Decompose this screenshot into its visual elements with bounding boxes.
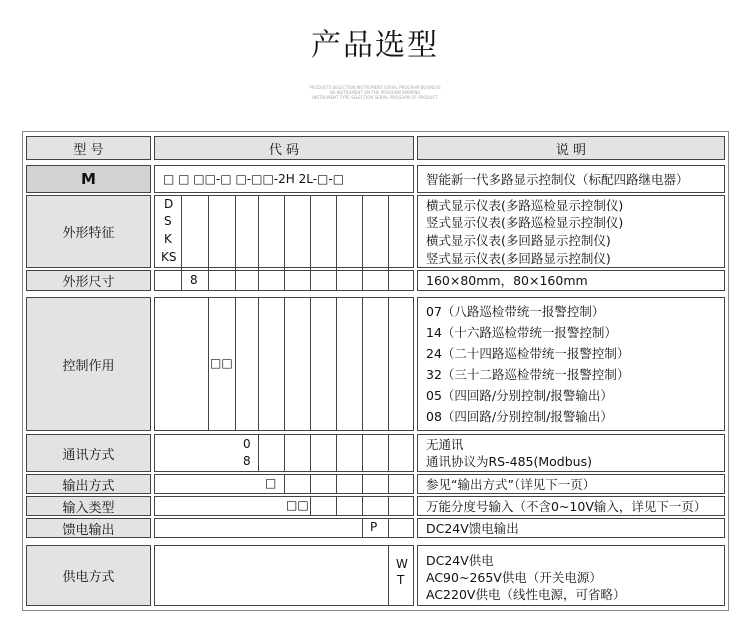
grid-line (310, 297, 311, 431)
grid-line (181, 195, 182, 291)
grid-line (336, 496, 337, 516)
shape-desc-line: 竖式显示仪表(多回路显示控制仪) (426, 251, 611, 266)
control-desc-line: 24（二十四路巡检带统一报警控制） (426, 346, 630, 361)
shape-code-s: S (164, 214, 172, 228)
page-title: 产品选型 (311, 28, 439, 63)
feed-label: 馈电输出 (26, 518, 151, 538)
grid-line (388, 434, 389, 472)
model-m-desc: 智能新一代多路显示控制仪（标配四路继电器） (426, 172, 689, 187)
grid-line (284, 195, 285, 291)
control-desc-line: 07（八路巡检带统一报警控制） (426, 304, 605, 319)
grid-line (310, 496, 311, 516)
power-desc-line: DC24V供电 (426, 553, 494, 568)
output-desc: 参见“输出方式”（详见下一页） (426, 477, 596, 492)
size-code: 8 (190, 273, 198, 287)
shape-desc-line: 横式显示仪表(多回路显示控制仪) (426, 233, 611, 248)
shape-code-d: D (164, 197, 174, 211)
power-code-w: W (396, 557, 408, 571)
comm-desc-line: 无通讯 (426, 437, 464, 452)
grid-line (284, 474, 285, 494)
power-code-cell (154, 545, 414, 606)
grid-line (235, 195, 236, 291)
grid-line (336, 434, 337, 472)
power-desc-line: AC220V供电（线性电源，可省略） (426, 587, 626, 602)
control-desc-line: 32（三十二路巡检带统一报警控制） (426, 367, 630, 382)
grid-line (310, 474, 311, 494)
header-code: 代 码 (154, 136, 414, 160)
model-m-code: □ □ □□-□ □-□□-2H 2L-□-□ (163, 172, 345, 186)
control-desc-line: 05（四回路/分别控制/报警输出） (426, 388, 613, 403)
control-desc-line: 08（四回路/分别控制/报警输出） (426, 409, 613, 424)
power-desc-line: AC90~265V供电（开关电源） (426, 570, 602, 585)
output-code: □ (265, 476, 277, 490)
header-model: 型 号 (26, 136, 151, 160)
power-label: 供电方式 (26, 545, 151, 606)
grid-line (388, 545, 389, 606)
shape-desc-cell (417, 195, 725, 268)
grid-line (336, 474, 337, 494)
input-code-cell (154, 496, 414, 516)
comm-code-0: 0 (243, 437, 251, 451)
feed-code: P (370, 520, 378, 534)
output-desc-cell (417, 474, 725, 494)
control-label: 控制作用 (26, 297, 151, 431)
size-desc-cell (417, 270, 725, 291)
grid-line (336, 297, 337, 431)
control-desc-cell (417, 297, 725, 431)
grid-line (362, 518, 363, 538)
control-code: □□ (210, 356, 233, 370)
grid-line (258, 297, 259, 431)
grid-line (208, 195, 209, 291)
model-m-label: M (26, 165, 151, 193)
control-desc-line: 14（十六路巡检带统一报警控制） (426, 325, 617, 340)
grid-line (208, 297, 209, 431)
shape-desc-line: 竖式显示仪表(多路巡检显示控制仪) (426, 215, 624, 230)
grid-line (362, 434, 363, 472)
grid-line (310, 434, 311, 472)
comm-desc-line: 通讯协议为RS-485(Modbus) (426, 454, 592, 469)
power-desc-cell (417, 545, 725, 606)
grid-line (362, 297, 363, 431)
grid-line (362, 496, 363, 516)
input-desc-cell (417, 496, 725, 516)
header-description: 说 明 (417, 136, 725, 160)
grid-line (388, 518, 389, 538)
grid-line (388, 496, 389, 516)
input-desc: 万能分度号输入（不含0~10V输入，详见下一页） (426, 499, 707, 514)
shape-desc-line: 横式显示仪表(多路巡检显示控制仪) (426, 198, 624, 213)
model-m-code-cell (154, 165, 414, 193)
grid-line (362, 474, 363, 494)
input-code: □□ (286, 498, 309, 512)
shape-label: 外形特征 (26, 195, 151, 268)
grid-line (388, 297, 389, 431)
grid-line (388, 195, 389, 291)
grid-line (388, 474, 389, 494)
feed-desc-cell (417, 518, 725, 538)
grid-line (235, 297, 236, 431)
size-desc: 160×80mm，80×160mm (426, 273, 588, 288)
shape-code-ks: KS (161, 250, 177, 264)
grid-line (336, 195, 337, 291)
power-code-t: T (397, 573, 405, 587)
comm-desc-cell (417, 434, 725, 472)
comm-code-8: 8 (243, 454, 251, 468)
grid-line (284, 297, 285, 431)
output-label: 输出方式 (26, 474, 151, 494)
comm-label: 通讯方式 (26, 434, 151, 472)
subtitle-line: AN INSTRUMENT ON THE PROGRAM MAPPING (329, 90, 421, 95)
grid-line (310, 195, 311, 291)
subtitle-line: PRODUCTS SELECTION INSTRUMENT SERIAL PROGRAM BUSINESS (309, 85, 441, 90)
grid-line (258, 434, 259, 472)
subtitle-line: INSTRUMENT TYPE SELECTION SERIAL PROGRAM OF PRODUCT (312, 95, 438, 100)
input-label: 输入类型 (26, 496, 151, 516)
grid-line (258, 195, 259, 291)
size-label: 外形尺寸 (26, 270, 151, 291)
shape-code-k: K (164, 232, 172, 246)
model-m-desc-cell (417, 165, 725, 193)
grid-line (284, 434, 285, 472)
grid-line (362, 195, 363, 291)
feed-desc: DC24V馈电输出 (426, 521, 519, 536)
